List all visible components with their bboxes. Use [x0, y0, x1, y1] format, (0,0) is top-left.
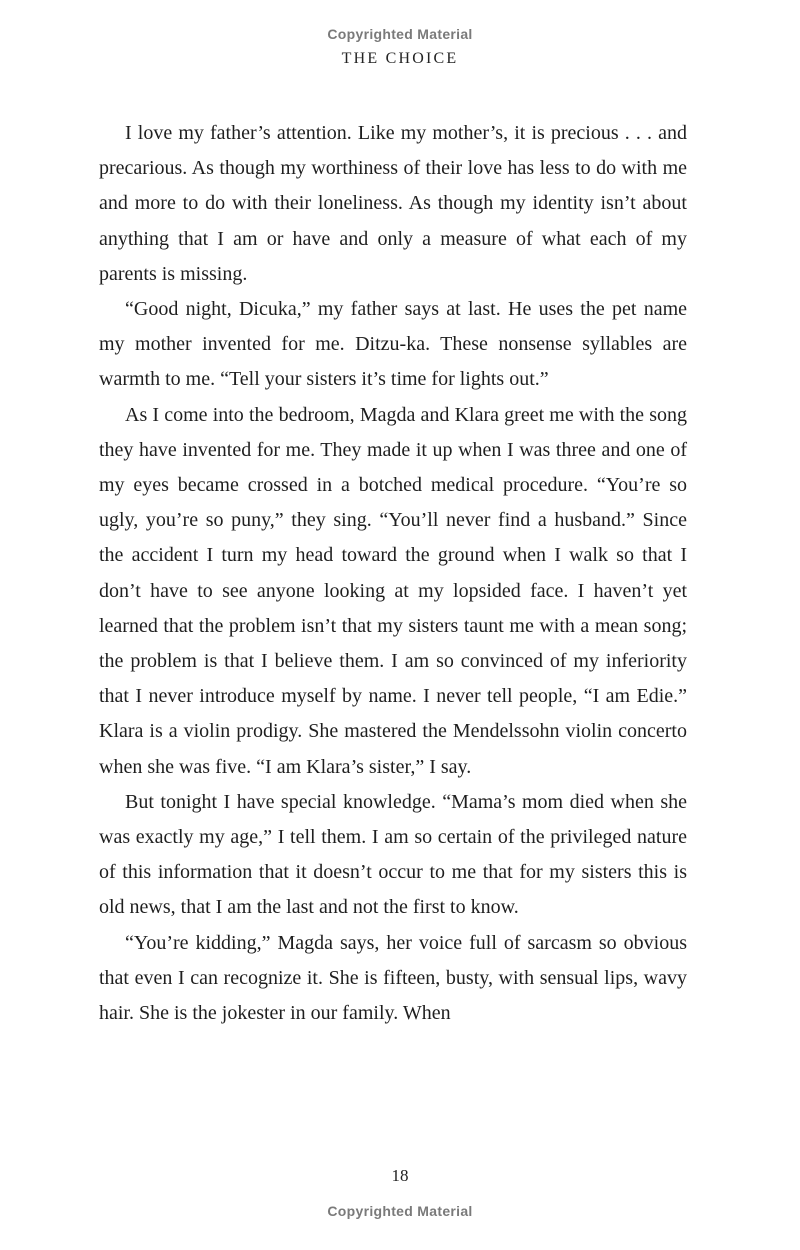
running-head-title: THE CHOICE: [341, 50, 459, 67]
paragraph-4: But tonight I have special knowledge. “Mama’s mom died when she was exactly my age,” I tell them. I am so certain of the privileged nature of this information that it doesn’t occur to me that for my sisters this is old news, that I am the last and not the first to know.: [99, 790, 687, 919]
paragraph-3: As I come into the bedroom, Magda and Klara greet me with the song they have invented for me. They made it up when I was three and one of my eyes became crossed in a botched medical procedure. “You’re so ugly, you’re so puny,” they sing. “You’ll never find a husband.” Since the accident I turn my head toward the ground when I walk so that I don’t have to see anyone looking at my lopsided face. I haven’t yet learned that the problem isn’t that my sisters taunt me with a mean song; the problem is that I believe them. I am so convinced of my inferiority that I never introduce myself by name. I never tell people, “I am Edie.” Klara is a violin prodigy. She mastered the Mendelssohn violin concerto when she was five. “I am Klara’s sister,” I say.: [99, 403, 687, 778]
page-body: [99, 116, 687, 1031]
page-number: 18: [391, 1166, 409, 1185]
paragraph-2: “Good night, Dicuka,” my father says at last. He uses the pet name my mother invented for me. Ditzu-ka. These nonsense syllables are warmth to me. “Tell your sisters it’s time for lights out.”: [99, 298, 687, 391]
copyright-notice-top: Copyrighted Material: [327, 26, 473, 42]
copyright-notice-bottom: Copyrighted Material: [327, 1203, 473, 1219]
paragraph-5: “You’re kidding,” Magda says, her voice full of sarcasm so obvious that even I can recognize it. She is fifteen, busty, with sensual lips, wavy hair. She is the jokester in our family. When: [99, 931, 687, 1025]
paragraph-1: I love my father’s attention. Like my mother’s, it is precious . . . and precarious. As though my worthiness of their love has less to do with me and more to do with their loneliness. As though my identity isn’t about anything that I am or have and only a measure of what each of my parents is missing.: [99, 122, 687, 285]
